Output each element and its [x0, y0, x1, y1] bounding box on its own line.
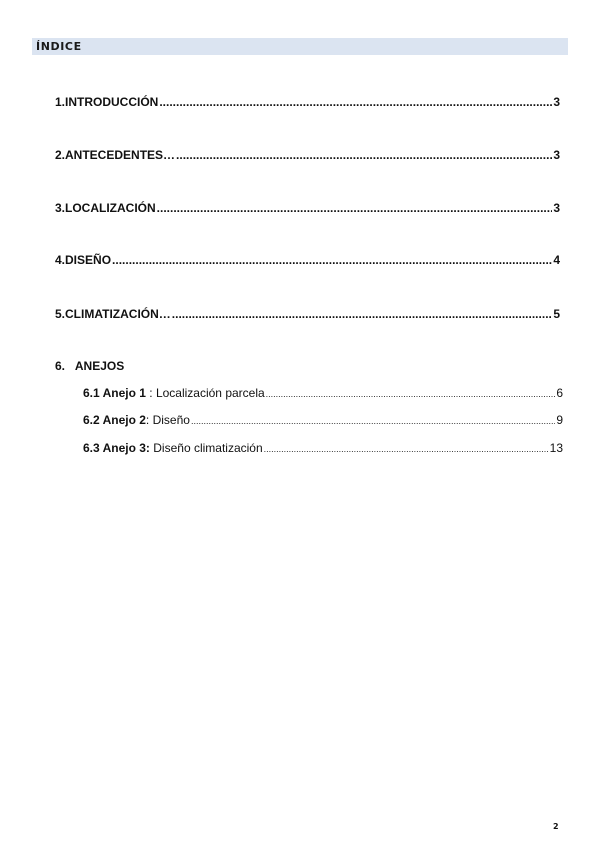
toc-entry-introduccion[interactable] — [55, 95, 560, 109]
toc-subentry-anejo-1[interactable] — [83, 386, 563, 400]
toc-subentry-anejo-3[interactable] — [83, 441, 563, 455]
toc-subentry-text: Localización parcela — [155, 386, 265, 400]
toc-entry-antecedentes[interactable] — [55, 148, 560, 162]
toc-dot-leader — [191, 416, 555, 426]
toc-subentry-label: 6.1 Anejo 1 — [83, 386, 146, 400]
toc-entry-number: 1. — [55, 95, 66, 109]
toc-subentry-page: 9 — [556, 413, 563, 427]
toc-entry-number: 5. — [55, 307, 66, 321]
toc-entry-label: DISEÑO — [65, 253, 112, 267]
toc-entry-label: CLIMATIZACIÓN… — [65, 307, 171, 321]
toc-entry-diseno[interactable] — [55, 253, 560, 267]
toc-entry-number: 3. — [55, 201, 66, 215]
toc-dot-leader — [159, 95, 552, 109]
index-header-bar — [32, 38, 568, 55]
toc-entry-anejos[interactable] — [55, 359, 124, 373]
toc-dot-leader — [157, 201, 553, 215]
toc-entry-number: 4. — [55, 253, 66, 267]
toc-entry-climatizacion[interactable] — [55, 307, 560, 321]
toc-subentry-label: 6.3 Anejo 3: — [83, 441, 150, 455]
page-number: 2 — [553, 822, 559, 831]
toc-dot-leader — [112, 253, 552, 267]
toc-subentry-separator: : — [145, 386, 156, 400]
toc-dot-leader — [264, 444, 549, 454]
toc-entry-number: 2. — [55, 148, 66, 162]
toc-entry-page: 3 — [553, 95, 560, 109]
toc-entry-page: 3 — [553, 201, 560, 215]
toc-entry-label: ANTECEDENTES… — [65, 148, 176, 162]
toc-subentry-label: 6.2 Anejo 2 — [83, 413, 146, 427]
toc-subentry-text: Diseño climatización — [153, 441, 263, 455]
toc-subentry-text: Diseño — [152, 413, 190, 427]
toc-entry-label: ANEJOS — [74, 359, 125, 373]
toc-dot-leader — [176, 148, 552, 162]
toc-entry-label: INTRODUCCIÓN — [65, 95, 159, 109]
index-title: ÍNDICE — [36, 40, 82, 53]
toc-entry-label: LOCALIZACIÓN — [65, 201, 156, 215]
toc-subentry-anejo-2[interactable] — [83, 413, 563, 427]
toc-subentry-page: 6 — [556, 386, 563, 400]
toc-dot-leader — [266, 389, 556, 399]
toc-entry-localizacion[interactable] — [55, 201, 560, 215]
toc-subentry-page: 13 — [549, 441, 563, 455]
toc-entry-page: 5 — [553, 307, 560, 321]
toc-entry-number: 6. — [55, 359, 66, 373]
toc-entry-page: 4 — [553, 253, 560, 267]
toc-entry-page: 3 — [553, 148, 560, 162]
toc-dot-leader — [172, 307, 553, 321]
toc-subentry-separator: : — [145, 413, 153, 427]
